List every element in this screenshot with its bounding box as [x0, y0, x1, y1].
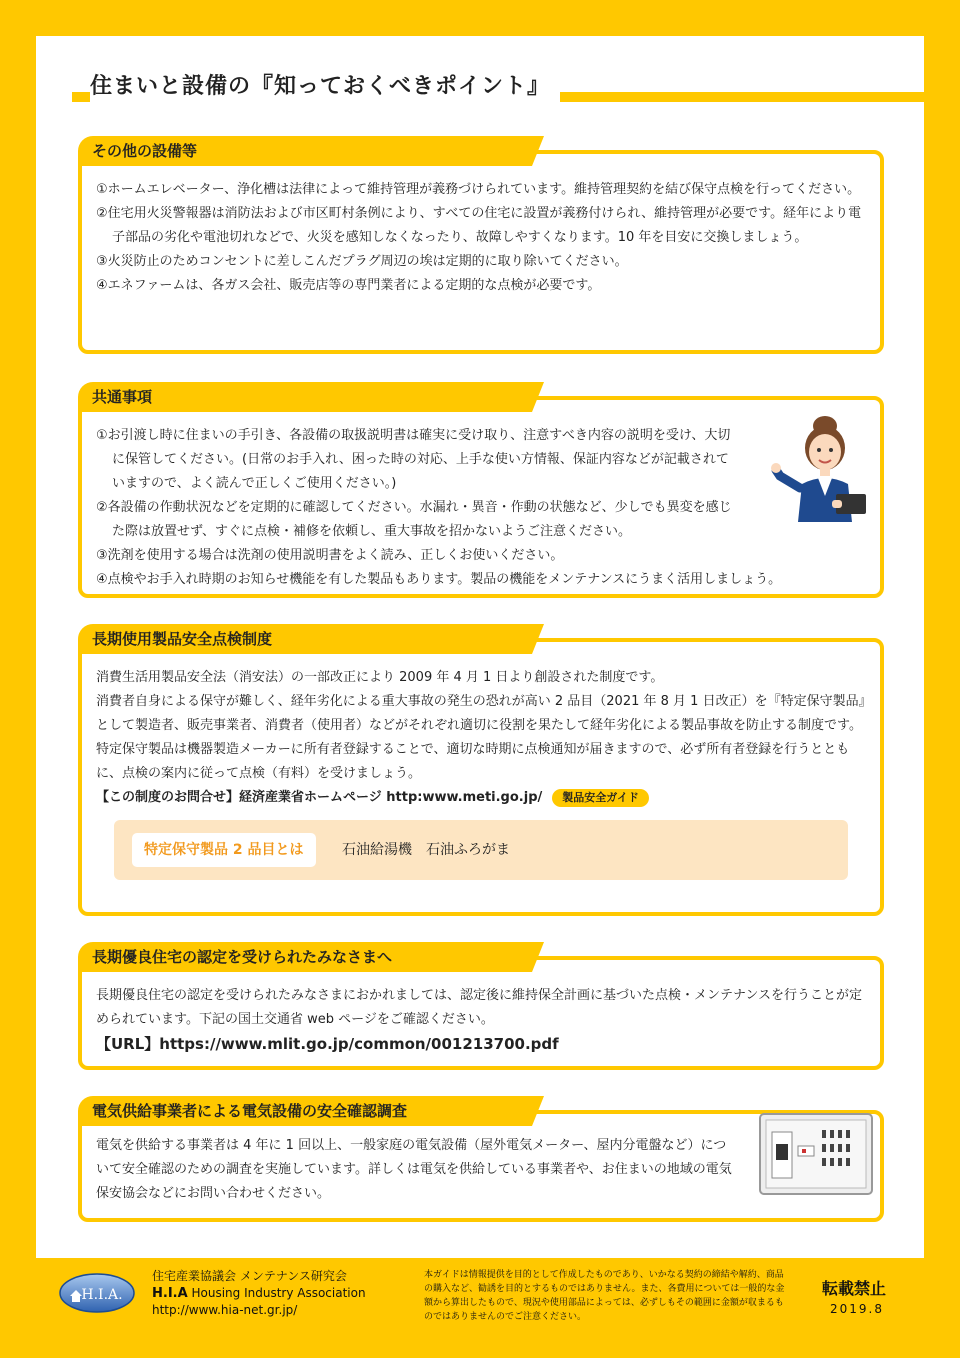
hia-logo [58, 1272, 136, 1314]
section-heading: その他の設備等 [92, 142, 198, 160]
breaker-panel-illustration [758, 1112, 874, 1196]
section-body [96, 178, 868, 298]
list-item: ④点検やお手入れ時期のお知らせ機能を有した製品もあります。製品の機能をメンテナンスにうまく活用しましょう。 [96, 572, 782, 587]
paragraph: 消費生活用製品安全法（消安法）の一部改正により 2009 年 4 月 1 日より創設された制度です。 [96, 670, 664, 685]
list-item: ②住宅用火災警報器は消防法および市区町村条例により、すべての住宅に設置が義務付けられ、維持管理が必要です。経年により電子部品の劣化や電池切れなどで、火災を感知しなくなったり、故障しやすくなります。10 年を目安に交換しましょう。 [96, 206, 862, 245]
paragraph: 消費者自身による保守が難しく、経年劣化による重大事故の発生の恐れが高い 2 品目（2021 年 8 月 1 日改正）を『特定保守製品』として製造者、販売事業者、消費者（使用者）などがそれぞれ適切に役割を果たして経年劣化による製品事故を防止する制度です。 [96, 694, 866, 733]
url-link[interactable]: 【URL】https://www.mlit.go.jp/common/001213700.pdf [96, 1035, 559, 1053]
list-item: ④エネファームは、各ガス会社、販売店等の専門業者による定期的な点検が必要です。 [96, 278, 601, 293]
section-long-life-housing [78, 942, 884, 1070]
inquiry-text: 【この制度のお問合せ】経済産業省ホームページ http:www.meti.go.jp/ [96, 790, 543, 805]
no-reprint-label: 転載禁止 [822, 1279, 887, 1298]
section-body [96, 984, 866, 1056]
section-body [96, 1134, 734, 1206]
list-item: ①ホームエレベーター、浄化槽は法律によって維持管理が義務づけられています。維持管理契約を結び保守点検を行ってください。 [96, 182, 861, 197]
section-heading: 電気供給事業者による電気設備の安全確認調査 [92, 1102, 408, 1120]
publication-date: 2019.8 [830, 1302, 884, 1316]
specified-products-list: 石油給湯機 石油ふろがま [342, 842, 510, 858]
paragraph: 長期優良住宅の認定を受けられたみなさまにおかれましては、認定後に維持保全計画に基づいた点検・メンテナンスを行うことが定められています。下記の国土交通省 web ページをご確認ください。 [96, 988, 862, 1027]
org-name-en [152, 1285, 366, 1302]
specified-products-label: 特定保守製品 2 品目とは [132, 833, 316, 867]
list-item: ①お引渡し時に住まいの手引き、各設備の取扱説明書は確実に受け取り、注意すべき内容の説明を受け、大切に保管してください。(日常のお手入れ、困った時の対応、上手な使い方情報、保証内容などが記載されていますので、よく読んで正しくご使用ください。) [96, 428, 731, 491]
section-heading: 共通事項 [92, 388, 153, 406]
organization-info [152, 1268, 366, 1319]
org-name-jp: 住宅産業協議会 メンテナンス研究会 [152, 1269, 347, 1283]
section-heading: 長期優良住宅の認定を受けられたみなさまへ [92, 948, 393, 966]
section-electric-survey [78, 1096, 884, 1222]
section-body [96, 424, 866, 592]
section-common [78, 382, 884, 598]
org-name-en-text: Housing Industry Association [191, 1286, 366, 1300]
section-heading: 長期使用製品安全点検制度 [92, 630, 273, 648]
disclaimer: 本ガイドは情報提供を目的として作成したものであり、いかなる契約の締結や解約、商品の購入など、勧誘を目的とするものではありません。また、各費用については一般的な金額から算出したもので、現況や使用部品によっては、必ずしもその範囲に金額が収まるものではありませんのでご注意ください。 [424, 1270, 785, 1322]
footer [0, 1262, 960, 1358]
inquiry-line [96, 786, 866, 810]
org-url[interactable]: http://www.hia-net.gr.jp/ [152, 1303, 298, 1317]
list-item: ③火災防止のためコンセントに差しこんだプラグ周辺の埃は定期的に取り除いてください。 [96, 254, 628, 269]
specified-products-box [114, 820, 848, 880]
logo-text: H.I.A. [81, 1287, 123, 1303]
paragraph: 特定保守製品は機器製造メーカーに所有者登録することで、適切な時期に点検通知が届きますので、必ず所有者登録を行うとともに、点検の案内に従って点検（有料）を受けましょう。 [96, 742, 850, 781]
section-body [96, 666, 866, 810]
paragraph: 電気を供給する事業者は 4 年に 1 回以上、一般家庭の電気設備（屋外電気メーター、屋内分電盤など）について安全確認のための調査を実施しています。詳しくは電気を供給している事業者や、お住まいの地域の電気保安協会などにお問い合わせください。 [96, 1138, 732, 1201]
page-title: 住まいと設備の『知っておくべきポイント』 [90, 70, 560, 104]
org-abbr: H.I.A [152, 1286, 188, 1301]
list-item: ③洗剤を使用する場合は洗剤の使用説明書をよく読み、正しくお使いください。 [96, 548, 564, 563]
list-item: ②各設備の作動状況などを定期的に確認してください。水漏れ・異音・作動の状態など、少しでも異変を感じた際は放置せず、すぐに点検・補修を依頼し、重大事故を招かないようご注意ください。 [96, 500, 732, 539]
product-safety-guide-badge: 製品安全ガイド [552, 789, 649, 807]
section-other-equipment [78, 136, 884, 354]
guide-woman-illustration [770, 412, 880, 522]
section-long-term-products [78, 624, 884, 916]
